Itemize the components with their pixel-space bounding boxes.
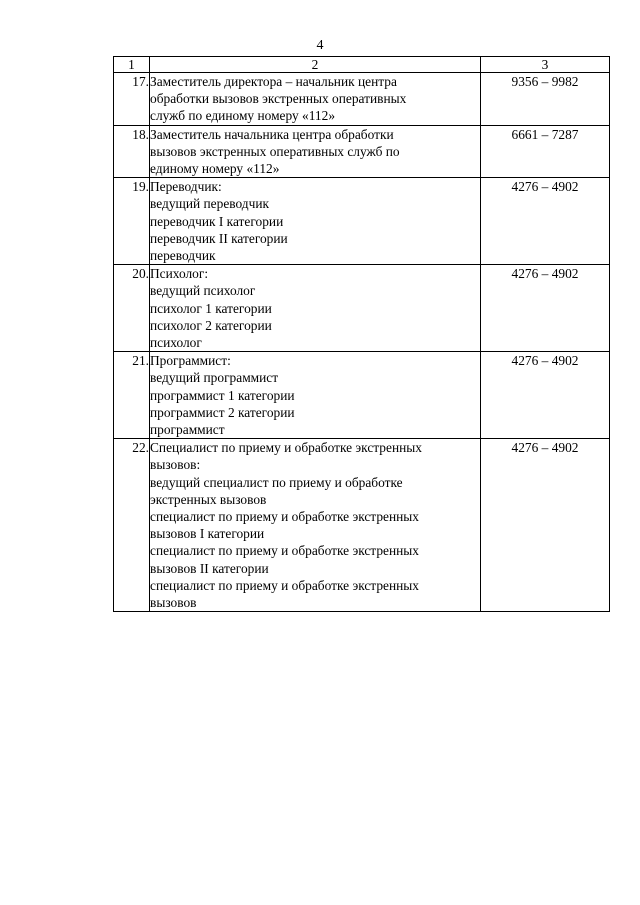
position-line: Заместитель начальника центра обработки bbox=[150, 126, 394, 142]
position-line: вызовов I категории bbox=[150, 526, 265, 542]
position-line: ведущий программист bbox=[150, 370, 279, 386]
table-row bbox=[114, 73, 610, 126]
position-line: программист bbox=[150, 422, 225, 438]
position-line: переводчик I категории bbox=[150, 213, 284, 229]
position-line: психолог 1 категории bbox=[150, 300, 272, 316]
position-line: Программист: bbox=[150, 353, 231, 369]
salary-range: 4276 – 4902 bbox=[481, 352, 610, 439]
position-title bbox=[150, 73, 481, 126]
row-number: 22. bbox=[114, 439, 150, 612]
position-title bbox=[150, 352, 481, 439]
position-line: психолог bbox=[150, 335, 202, 351]
position-line: Специалист по приему и обработке экстренных bbox=[150, 440, 422, 456]
page-number: 4 bbox=[316, 38, 324, 53]
position-title bbox=[150, 125, 481, 178]
row-number: 20. bbox=[114, 265, 150, 352]
salary-range: 4276 – 4902 bbox=[481, 178, 610, 265]
row-number: 21. bbox=[114, 352, 150, 439]
position-line: ведущий специалист по приему и обработке bbox=[150, 474, 403, 490]
table-row bbox=[114, 125, 610, 178]
position-line: Переводчик: bbox=[150, 179, 222, 195]
position-line: программист 2 категории bbox=[150, 404, 295, 420]
column-header-position: 2 bbox=[150, 57, 481, 73]
position-line: ведущий переводчик bbox=[150, 196, 270, 212]
position-title bbox=[150, 178, 481, 265]
row-number: 19. bbox=[114, 178, 150, 265]
table-header-row bbox=[114, 57, 610, 73]
table-row bbox=[114, 178, 610, 265]
salary-range: 4276 – 4902 bbox=[481, 439, 610, 612]
position-line: специалист по приему и обработке экстренных bbox=[150, 509, 419, 525]
row-number: 18. bbox=[114, 125, 150, 178]
position-line: вызовов bbox=[150, 595, 197, 611]
row-number: 17. bbox=[114, 73, 150, 126]
position-line: служб по единому номеру «112» bbox=[150, 108, 336, 124]
position-line: вызовов экстренных оперативных служб по bbox=[150, 143, 400, 159]
position-line: Заместитель директора – начальник центра bbox=[150, 74, 397, 89]
table-row bbox=[114, 265, 610, 352]
position-line: вызовов: bbox=[150, 457, 201, 473]
salary-range: 6661 – 7287 bbox=[481, 125, 610, 178]
table-body bbox=[114, 73, 610, 612]
position-line: специалист по приему и обработке экстренных bbox=[150, 543, 419, 559]
column-header-range: 3 bbox=[481, 57, 610, 73]
position-title bbox=[150, 265, 481, 352]
salary-range: 4276 – 4902 bbox=[481, 265, 610, 352]
salary-range: 9356 – 9982 bbox=[481, 73, 610, 126]
position-line: программист 1 категории bbox=[150, 387, 295, 403]
position-line: экстренных вызовов bbox=[150, 491, 267, 507]
position-line: обработки вызовов экстренных оперативных bbox=[150, 91, 407, 107]
position-line: переводчик II категории bbox=[150, 230, 288, 246]
position-line: вызовов II категории bbox=[150, 560, 269, 576]
column-header-number: 1 bbox=[114, 57, 150, 73]
salary-table bbox=[113, 56, 610, 612]
position-line: единому номеру «112» bbox=[150, 161, 280, 177]
position-title bbox=[150, 439, 481, 612]
position-line: психолог 2 категории bbox=[150, 317, 272, 333]
position-line: Психолог: bbox=[150, 266, 209, 282]
table-row bbox=[114, 352, 610, 439]
position-line: ведущий психолог bbox=[150, 283, 256, 299]
position-line: переводчик bbox=[150, 248, 216, 264]
position-line: специалист по приему и обработке экстренных bbox=[150, 577, 419, 593]
table-row bbox=[114, 439, 610, 612]
